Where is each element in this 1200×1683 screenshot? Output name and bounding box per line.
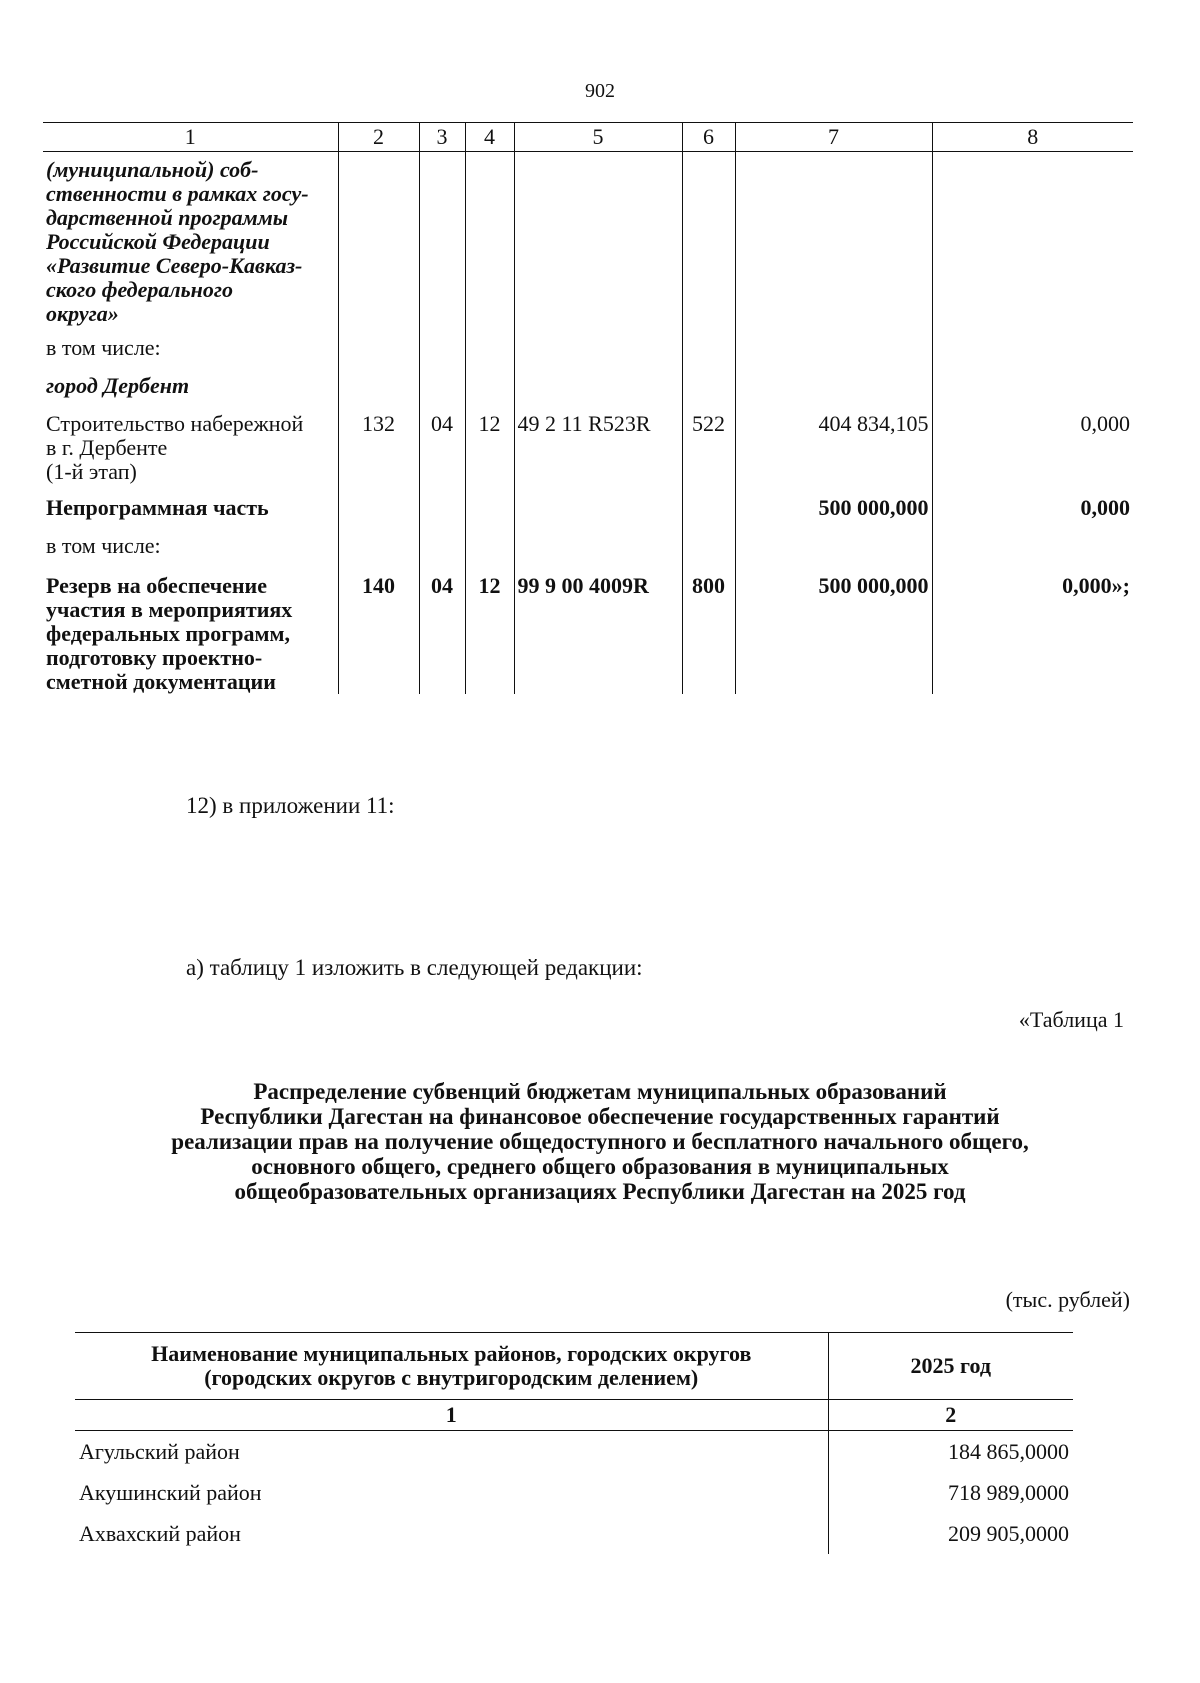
cell-value: 140 — [338, 568, 419, 694]
cell-value: 04 — [419, 568, 465, 694]
budget-table-continuation — [43, 122, 1133, 694]
col-header: 5 — [514, 123, 682, 152]
table-row — [43, 496, 1133, 526]
col-number: 2 — [828, 1400, 1073, 1431]
page-number: 902 — [585, 80, 615, 102]
col-header: 6 — [682, 123, 735, 152]
cell-value: 04 — [419, 408, 465, 496]
cell-value: 800 — [682, 568, 735, 694]
row-name: Непрограммная часть — [43, 496, 338, 526]
table-row — [43, 366, 1133, 408]
document-title: Распределение субвенций бюджетам муниципальных образований Республики Дагестан на финансовое обеспечение государственных гарантий реализации прав на получение общедоступного и бесплатного начального общего, основного общего, среднего общего образования в муниципальных общеобразовательных организациях Республики Дагестан на 2025 год — [171, 1079, 1029, 1204]
subventions-table — [75, 1332, 1073, 1554]
amount-value: 209 905,0000 — [948, 1520, 1069, 1546]
table-row — [75, 1431, 1073, 1473]
table-row — [75, 1513, 1073, 1554]
column-number-row — [75, 1400, 1073, 1431]
table-row — [43, 326, 1133, 366]
table-row — [75, 1472, 1073, 1513]
col-header: 8 — [932, 123, 1133, 152]
row-name: Резерв на обеспечение участия в мероприятиях федеральных программ, подготовку проектно- сметной документации — [43, 568, 338, 694]
col-header: 1 — [43, 123, 338, 152]
municipality-name: Ахвахский район — [75, 1513, 828, 1554]
row-name: Строительство набережной в г. Дербенте (1-й этап) — [43, 408, 338, 496]
header-year: 2025 год — [828, 1333, 1073, 1400]
table-label: «Таблица 1 — [1018, 1007, 1124, 1032]
column-number-row — [43, 123, 1133, 152]
cell-value: 522 — [682, 408, 735, 496]
municipality-name: Акушинский район — [75, 1472, 828, 1513]
cell-value: 0,000»; — [932, 568, 1133, 694]
cell-value: 99 9 00 4009R — [514, 568, 682, 694]
cell-value: 132 — [338, 408, 419, 496]
paragraph-appendix-11: 12) в приложении 11: — [186, 793, 395, 818]
col-header: 3 — [419, 123, 465, 152]
including-label: в том числе: — [43, 326, 338, 366]
municipality-name: Агульский район — [75, 1431, 828, 1473]
header-municipality: Наименование муниципальных районов, городских округов (городских округов с внутригородским делением) — [75, 1333, 828, 1400]
continuation-text: (муниципальной) соб- ственности в рамках госу- дарственной программы Российской Федерации «Развитие Северо-Кавказ- ского федерального округа» — [43, 152, 338, 327]
cell-value: 404 834,105 — [735, 408, 932, 496]
including-label: в том числе: — [43, 526, 338, 568]
table-row — [43, 152, 1133, 327]
col-header: 4 — [465, 123, 514, 152]
table-header-row — [75, 1333, 1073, 1400]
paragraph-table-1: а) таблицу 1 изложить в следующей редакции: — [186, 955, 643, 980]
col-number: 1 — [75, 1400, 828, 1431]
col-header: 2 — [338, 123, 419, 152]
city-label: город Дербент — [43, 366, 338, 408]
cell-value: 12 — [465, 408, 514, 496]
units-label: (тыс. рублей) — [1005, 1287, 1130, 1312]
table-row — [43, 568, 1133, 694]
amount-value: 184 865,0000 — [948, 1438, 1069, 1464]
table-row — [43, 408, 1133, 496]
cell-value: 500 000,000 — [735, 496, 932, 526]
col-header: 7 — [735, 123, 932, 152]
cell-value: 500 000,000 — [735, 568, 932, 694]
cell-value: 49 2 11 R523R — [514, 408, 682, 496]
cell-value: 0,000 — [932, 496, 1133, 526]
cell-value: 12 — [465, 568, 514, 694]
table-row — [43, 526, 1133, 568]
amount-value: 718 989,0000 — [948, 1479, 1069, 1505]
cell-value: 0,000 — [932, 408, 1133, 496]
